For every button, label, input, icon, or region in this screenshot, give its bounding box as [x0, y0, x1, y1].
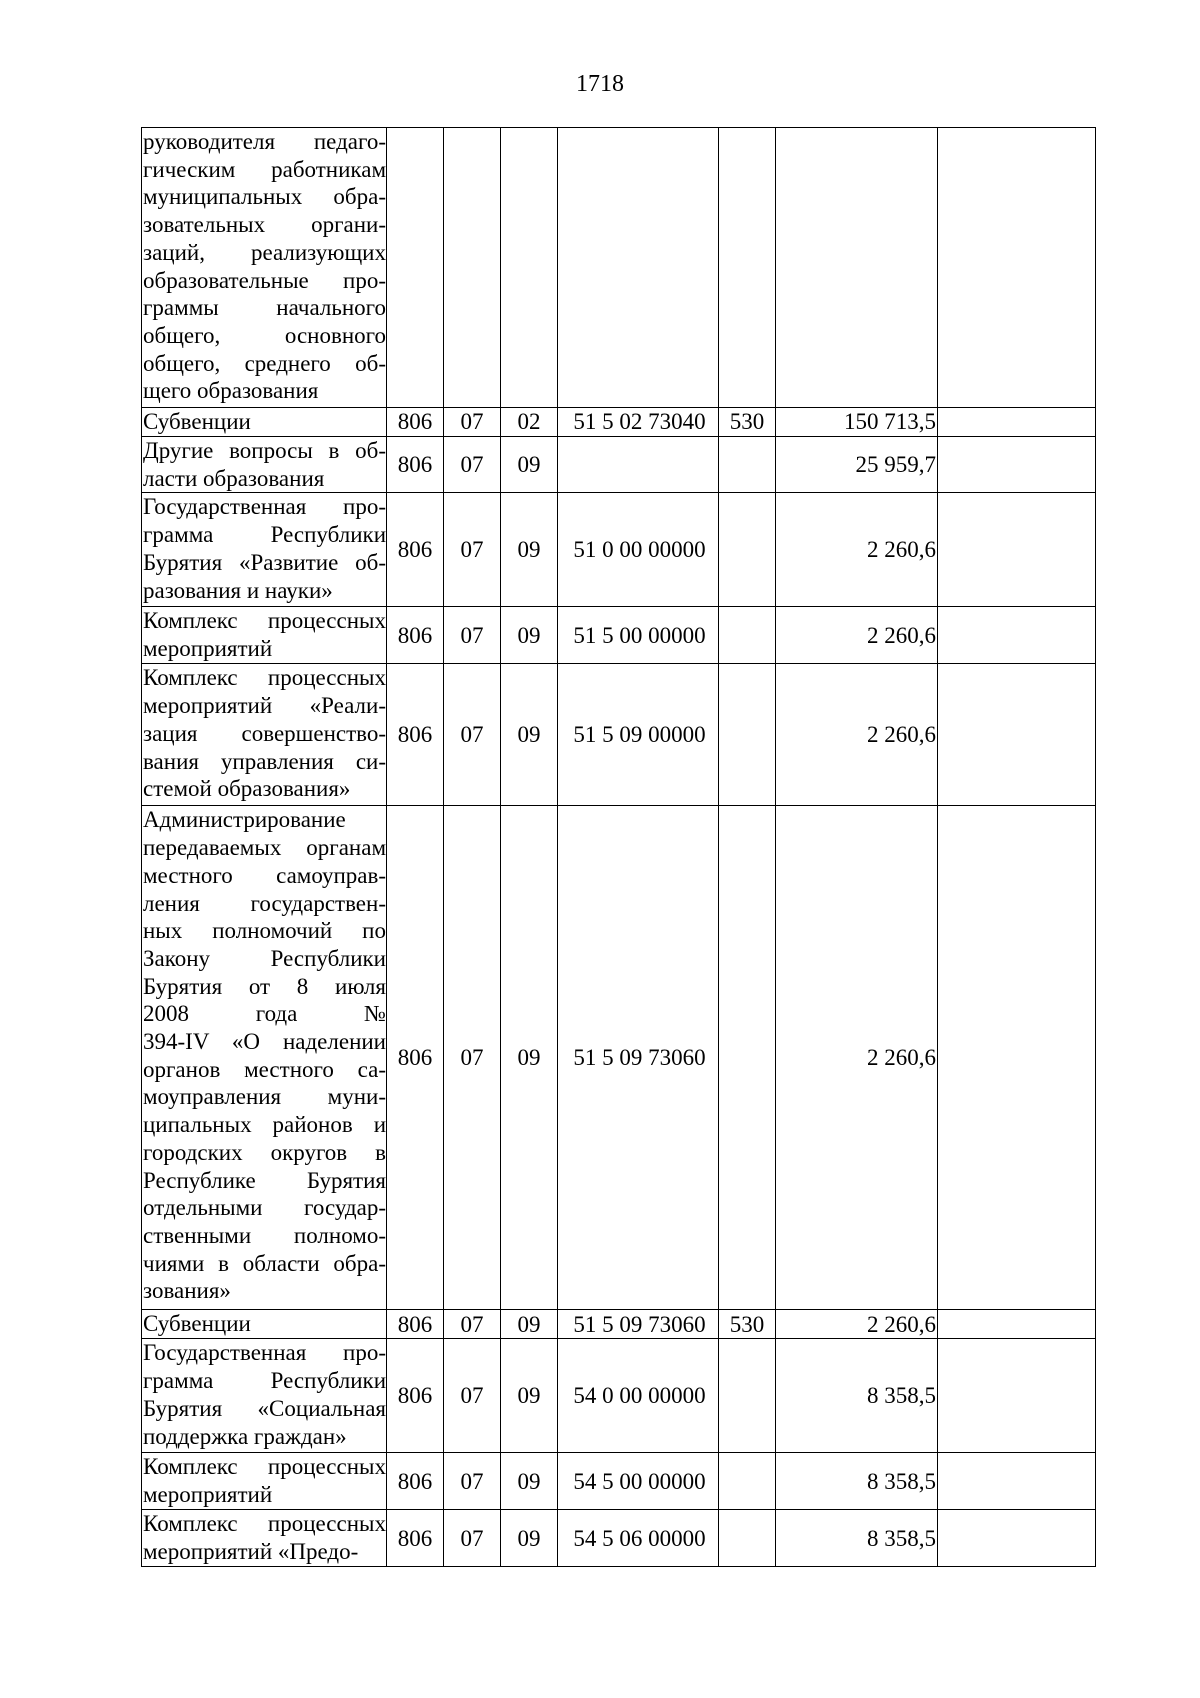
description-line: Государственная про-	[143, 494, 386, 520]
extra-cell	[938, 408, 1096, 437]
target-code-cell: 54 5 06 00000	[558, 1510, 719, 1567]
description-line: муниципальных обра-	[143, 184, 386, 210]
description-line: зовательных органи-	[143, 212, 386, 238]
description-line: Другие вопросы в об-	[143, 438, 386, 463]
description-line: чиями в области обра-	[143, 1250, 386, 1276]
expense-type-cell: 530	[719, 1310, 776, 1339]
description-line: ласти образования	[143, 465, 325, 491]
description-line: передаваемых органам	[143, 835, 386, 861]
amount-cell: 2 260,6	[776, 806, 938, 1310]
description-line: руководителя педаго-	[143, 129, 386, 154]
subsection-cell: 09	[501, 1339, 558, 1453]
table-row	[142, 437, 1096, 493]
description-cell	[142, 1453, 387, 1510]
extra-cell	[938, 806, 1096, 1310]
description-line: Субвенции	[143, 409, 251, 434]
subsection-cell: 09	[501, 806, 558, 1310]
description-line: городских округов в	[143, 1139, 386, 1165]
description-cell	[142, 437, 387, 493]
description-line: Комплекс процессных	[143, 665, 386, 691]
description-line: моуправления муни-	[143, 1084, 386, 1110]
description-line: разования и науки»	[143, 577, 333, 603]
description-line: мероприятий «Предо-	[143, 1539, 359, 1565]
description-line: Закону Республики	[143, 945, 386, 971]
table-row	[142, 128, 1096, 408]
section-cell: 07	[444, 437, 501, 493]
extra-cell	[938, 1310, 1096, 1339]
table-row	[142, 1339, 1096, 1453]
description-line: граммы начального	[143, 295, 386, 321]
dept-cell: 806	[387, 1510, 444, 1567]
description-line: вания управления си-	[143, 748, 386, 774]
section-cell: 07	[444, 493, 501, 607]
table-row	[142, 1310, 1096, 1339]
description-line: Бурятия от 8 июля	[143, 973, 386, 999]
description-line: ных полномочий по	[143, 918, 386, 944]
extra-cell	[938, 493, 1096, 607]
description-cell	[142, 128, 387, 408]
amount-cell: 2 260,6	[776, 664, 938, 806]
table-row	[142, 408, 1096, 437]
target-code-cell: 51 5 00 00000	[558, 607, 719, 664]
expense-type-cell	[719, 607, 776, 664]
section-cell: 07	[444, 1453, 501, 1510]
description-line: Бурятия «Развитие об-	[143, 549, 386, 575]
description-line: зация совершенство-	[143, 720, 386, 746]
target-code-cell: 51 0 00 00000	[558, 493, 719, 607]
description-line: стемой образования»	[143, 776, 351, 802]
description-line: щего образования	[143, 378, 319, 404]
subsection-cell: 09	[501, 664, 558, 806]
section-cell: 07	[444, 607, 501, 664]
amount-cell: 2 260,6	[776, 1310, 938, 1339]
description-cell	[142, 1310, 387, 1339]
description-line: зования»	[143, 1278, 231, 1304]
table-row	[142, 607, 1096, 664]
description-line: общего, основного	[143, 322, 386, 348]
dept-cell	[387, 128, 444, 408]
description-cell	[142, 664, 387, 806]
description-line: ственными полномо-	[143, 1222, 386, 1248]
subsection-cell: 09	[501, 437, 558, 493]
description-cell	[142, 806, 387, 1310]
dept-cell: 806	[387, 1310, 444, 1339]
section-cell: 07	[444, 806, 501, 1310]
description-line: заций, реализующих	[143, 239, 386, 265]
description-line: общего, среднего об-	[143, 350, 386, 376]
extra-cell	[938, 1453, 1096, 1510]
description-line: Бурятия «Социальная	[143, 1395, 386, 1421]
description-line: Комплекс процессных	[143, 1454, 386, 1480]
section-cell: 07	[444, 664, 501, 806]
amount-cell: 8 358,5	[776, 1339, 938, 1453]
target-code-cell: 51 5 09 00000	[558, 664, 719, 806]
description-line: ципальных районов и	[143, 1112, 386, 1138]
section-cell: 07	[444, 408, 501, 437]
subsection-cell: 09	[501, 493, 558, 607]
description-cell	[142, 1510, 387, 1567]
description-line: мероприятий	[143, 636, 273, 662]
target-code-cell: 51 5 09 73060	[558, 1310, 719, 1339]
table-row	[142, 664, 1096, 806]
description-cell	[142, 1339, 387, 1453]
subsection-cell: 09	[501, 1453, 558, 1510]
description-line: Комплекс процессных	[143, 1511, 386, 1537]
section-cell: 07	[444, 1339, 501, 1453]
description-line: ления государствен-	[143, 890, 386, 916]
extra-cell	[938, 664, 1096, 806]
expense-type-cell	[719, 1510, 776, 1567]
description-line: Субвенции	[143, 1311, 251, 1337]
dept-cell: 806	[387, 607, 444, 664]
description-line: мероприятий «Реали-	[143, 693, 386, 719]
dept-cell: 806	[387, 437, 444, 493]
description-line: грамма Республики	[143, 1368, 386, 1394]
amount-cell: 8 358,5	[776, 1510, 938, 1567]
expense-type-cell	[719, 1453, 776, 1510]
description-line: гическим работникам	[143, 156, 386, 182]
expense-type-cell	[719, 1339, 776, 1453]
dept-cell: 806	[387, 408, 444, 437]
description-line: Республике Бурятия	[143, 1167, 386, 1193]
table-row	[142, 1453, 1096, 1510]
budget-table-body	[142, 128, 1096, 1567]
extra-cell	[938, 1339, 1096, 1453]
extra-cell	[938, 437, 1096, 493]
description-line: Комплекс процессных	[143, 608, 386, 634]
section-cell	[444, 128, 501, 408]
target-code-cell	[558, 437, 719, 493]
subsection-cell	[501, 128, 558, 408]
description-cell	[142, 607, 387, 664]
expense-type-cell: 530	[719, 408, 776, 437]
subsection-cell: 09	[501, 1510, 558, 1567]
description-line: грамма Республики	[143, 522, 386, 548]
subsection-cell: 09	[501, 607, 558, 664]
expense-type-cell	[719, 806, 776, 1310]
extra-cell	[938, 607, 1096, 664]
amount-cell: 2 260,6	[776, 493, 938, 607]
extra-cell	[938, 128, 1096, 408]
target-code-cell: 51 5 02 73040	[558, 408, 719, 437]
description-line: мероприятий	[143, 1482, 273, 1508]
table-row	[142, 493, 1096, 607]
expense-type-cell	[719, 128, 776, 408]
description-line: 2008 года №	[143, 1001, 386, 1027]
section-cell: 07	[444, 1310, 501, 1339]
target-code-cell: 54 5 00 00000	[558, 1453, 719, 1510]
dept-cell: 806	[387, 664, 444, 806]
amount-cell: 150 713,5	[776, 408, 938, 437]
dept-cell: 806	[387, 1339, 444, 1453]
description-line: образовательные про-	[143, 267, 386, 293]
expense-type-cell	[719, 493, 776, 607]
description-line: отдельными государ-	[143, 1195, 386, 1221]
budget-table	[141, 127, 1096, 1567]
amount-cell: 25 959,7	[776, 437, 938, 493]
amount-cell: 8 358,5	[776, 1453, 938, 1510]
expense-type-cell	[719, 437, 776, 493]
subsection-cell: 09	[501, 1310, 558, 1339]
dept-cell: 806	[387, 1453, 444, 1510]
amount-cell	[776, 128, 938, 408]
description-line: Администрирование	[143, 807, 346, 833]
description-line: Государственная про-	[143, 1340, 386, 1366]
description-line: органов местного са-	[143, 1056, 386, 1082]
description-cell	[142, 493, 387, 607]
description-line: 394-IV «О наделении	[143, 1029, 386, 1055]
description-line: поддержка граждан»	[143, 1423, 347, 1449]
description-cell	[142, 408, 387, 437]
expense-type-cell	[719, 664, 776, 806]
table-row	[142, 1510, 1096, 1567]
target-code-cell	[558, 128, 719, 408]
subsection-cell: 02	[501, 408, 558, 437]
target-code-cell: 51 5 09 73060	[558, 806, 719, 1310]
table-row	[142, 806, 1096, 1310]
amount-cell: 2 260,6	[776, 607, 938, 664]
section-cell: 07	[444, 1510, 501, 1567]
dept-cell: 806	[387, 493, 444, 607]
extra-cell	[938, 1510, 1096, 1567]
description-line: местного самоуправ-	[143, 862, 386, 888]
page-number: 1718	[576, 71, 624, 97]
target-code-cell: 54 0 00 00000	[558, 1339, 719, 1453]
dept-cell: 806	[387, 806, 444, 1310]
